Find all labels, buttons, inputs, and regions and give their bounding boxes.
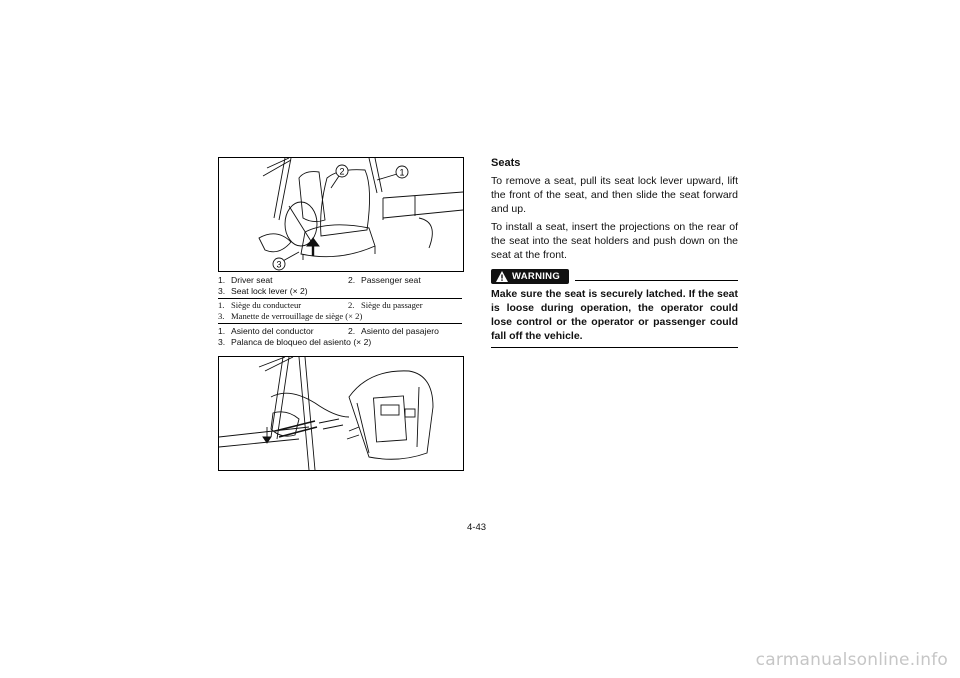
- svg-text:3: 3: [276, 259, 282, 270]
- caption-english: [218, 275, 468, 297]
- caption-french: [218, 300, 468, 322]
- remove-seat-paragraph: To remove a seat, pull its seat lock lever upward, lift the front of the seat, and then slide the seat forward and up.: [491, 175, 738, 215]
- callout-1: [396, 166, 408, 178]
- caption-number: 3.: [218, 337, 226, 347]
- caption-divider: [218, 323, 462, 324]
- caption-seat-lock-lever: Seat lock lever (× 2): [231, 286, 308, 296]
- warning-text: Make sure the seat is securely latched. If the seat is loose during operation, the operator could lose control or the operator or passenger could fall off the vehicle.: [491, 288, 738, 342]
- section-title: Seats: [491, 157, 521, 169]
- callout-3: [273, 258, 285, 270]
- warning-header: [491, 268, 738, 284]
- caption-number: 1.: [218, 300, 225, 310]
- warning-badge: [491, 269, 569, 284]
- caption-driver-seat-es: Asiento del conductor: [231, 326, 314, 336]
- seat-removal-illustration: [218, 157, 464, 272]
- caption-seat-lock-lever-fr: Manette de verrouillage de siège (× 2): [231, 311, 363, 321]
- caption-driver-seat: Driver seat: [231, 275, 273, 285]
- caption-number: 3.: [218, 311, 225, 321]
- caption-number: 2.: [348, 300, 355, 310]
- caption-number: 1.: [218, 326, 226, 336]
- warning-bottom-rule: [491, 347, 738, 348]
- warning-triangle-icon: [496, 271, 508, 282]
- caption-number: 3.: [218, 286, 226, 296]
- svg-text:2: 2: [339, 166, 345, 177]
- seat-line-drawing: [219, 158, 463, 271]
- warning-rule: [575, 272, 738, 281]
- caption-number: 1.: [218, 275, 226, 285]
- seat-installation-illustration: [218, 356, 464, 471]
- caption-driver-seat-fr: Siège du conducteur: [231, 300, 302, 310]
- caption-seat-lock-lever-es: Palanca de bloqueo del asiento (× 2): [231, 337, 372, 347]
- seat-holder-line-drawing: [219, 357, 463, 470]
- callout-2: [336, 165, 348, 177]
- caption-passenger-seat-es: Asiento del pasajero: [361, 326, 439, 336]
- svg-text:1: 1: [399, 167, 405, 178]
- page-number: 4-43: [467, 522, 487, 533]
- caption-passenger-seat: Passenger seat: [361, 275, 421, 285]
- caption-number: 2.: [348, 275, 356, 285]
- caption-spanish: [218, 326, 468, 348]
- seats-section: [491, 157, 738, 348]
- warning-label: WARNING: [512, 270, 561, 282]
- caption-number: 2.: [348, 326, 356, 336]
- caption-divider: [218, 298, 462, 299]
- install-seat-paragraph: To install a seat, insert the projections on the rear of the seat into the seat holders and push down on the seat at the front.: [491, 221, 738, 261]
- watermark: carmanualsonline.info: [755, 650, 948, 670]
- caption-passenger-seat-fr: Siège du passager: [361, 300, 423, 310]
